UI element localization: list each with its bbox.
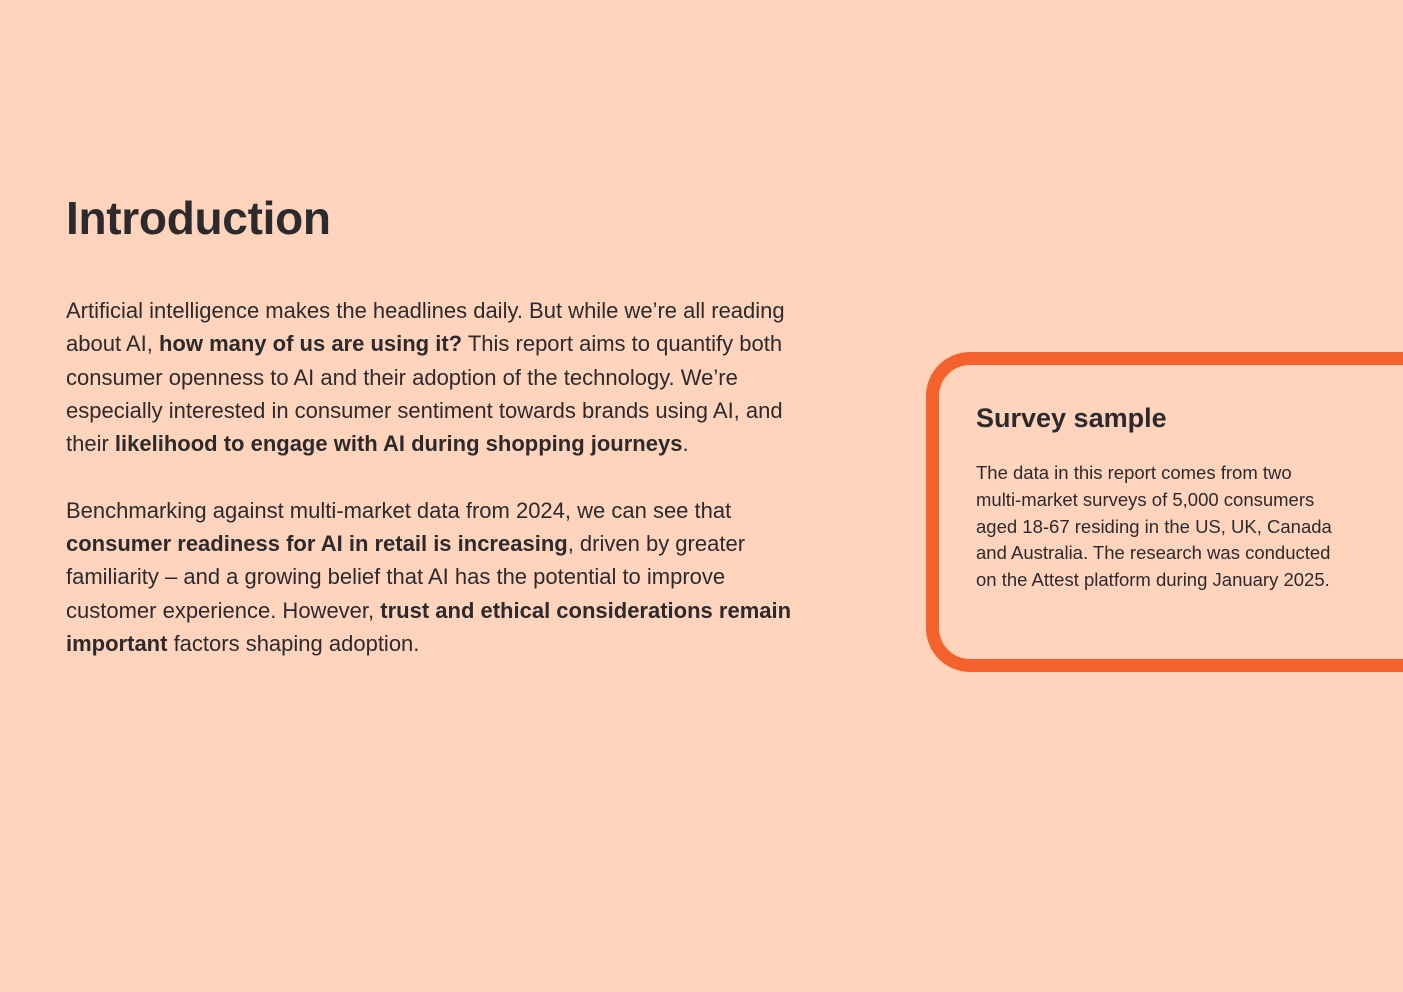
intro-p2-text-1: Benchmarking against multi-market data from 2024, we can see that — [66, 497, 732, 523]
page-title: Introduction — [66, 192, 331, 244]
intro-paragraph-1 — [66, 294, 806, 460]
survey-sample-text: The data in this report comes from two multi-market surveys of 5,000 consumers aged 18-67 residing in the US, UK, Canada and Australia. The research was conducted on the Attest platform during January 2025. — [976, 462, 1332, 591]
intro-p1-bold-2: likelihood to engage with AI during shopping journeys — [114, 431, 683, 457]
intro-p2-text-3: factors shaping adoption. — [167, 630, 420, 656]
intro-p1-text-3: . — [682, 431, 689, 457]
intro-p1-bold-1: how many of us are using it? — [158, 331, 463, 357]
survey-sample-title: Survey sample — [976, 403, 1167, 433]
intro-p1-text-2: This report aims to quantify both consumer openness to AI and their adoption of the technology. We’re especially interested in consumer sentiment towards brands using AI, and their — [66, 331, 783, 457]
intro-p2-bold-2: trust and ethical considerations remain important — [66, 597, 792, 656]
intro-p1-text-1: Artificial intelligence makes the headlines daily. But while we’re all reading about AI, — [66, 298, 785, 357]
intro-paragraph-2 — [66, 494, 806, 660]
intro-p2-bold-1: consumer readiness for AI in retail is increasing — [66, 531, 568, 557]
intro-p2-text-2: , driven by greater familiarity – and a growing belief that AI has the potential to improve customer experience. However, — [66, 531, 746, 623]
intro-body — [66, 294, 806, 660]
